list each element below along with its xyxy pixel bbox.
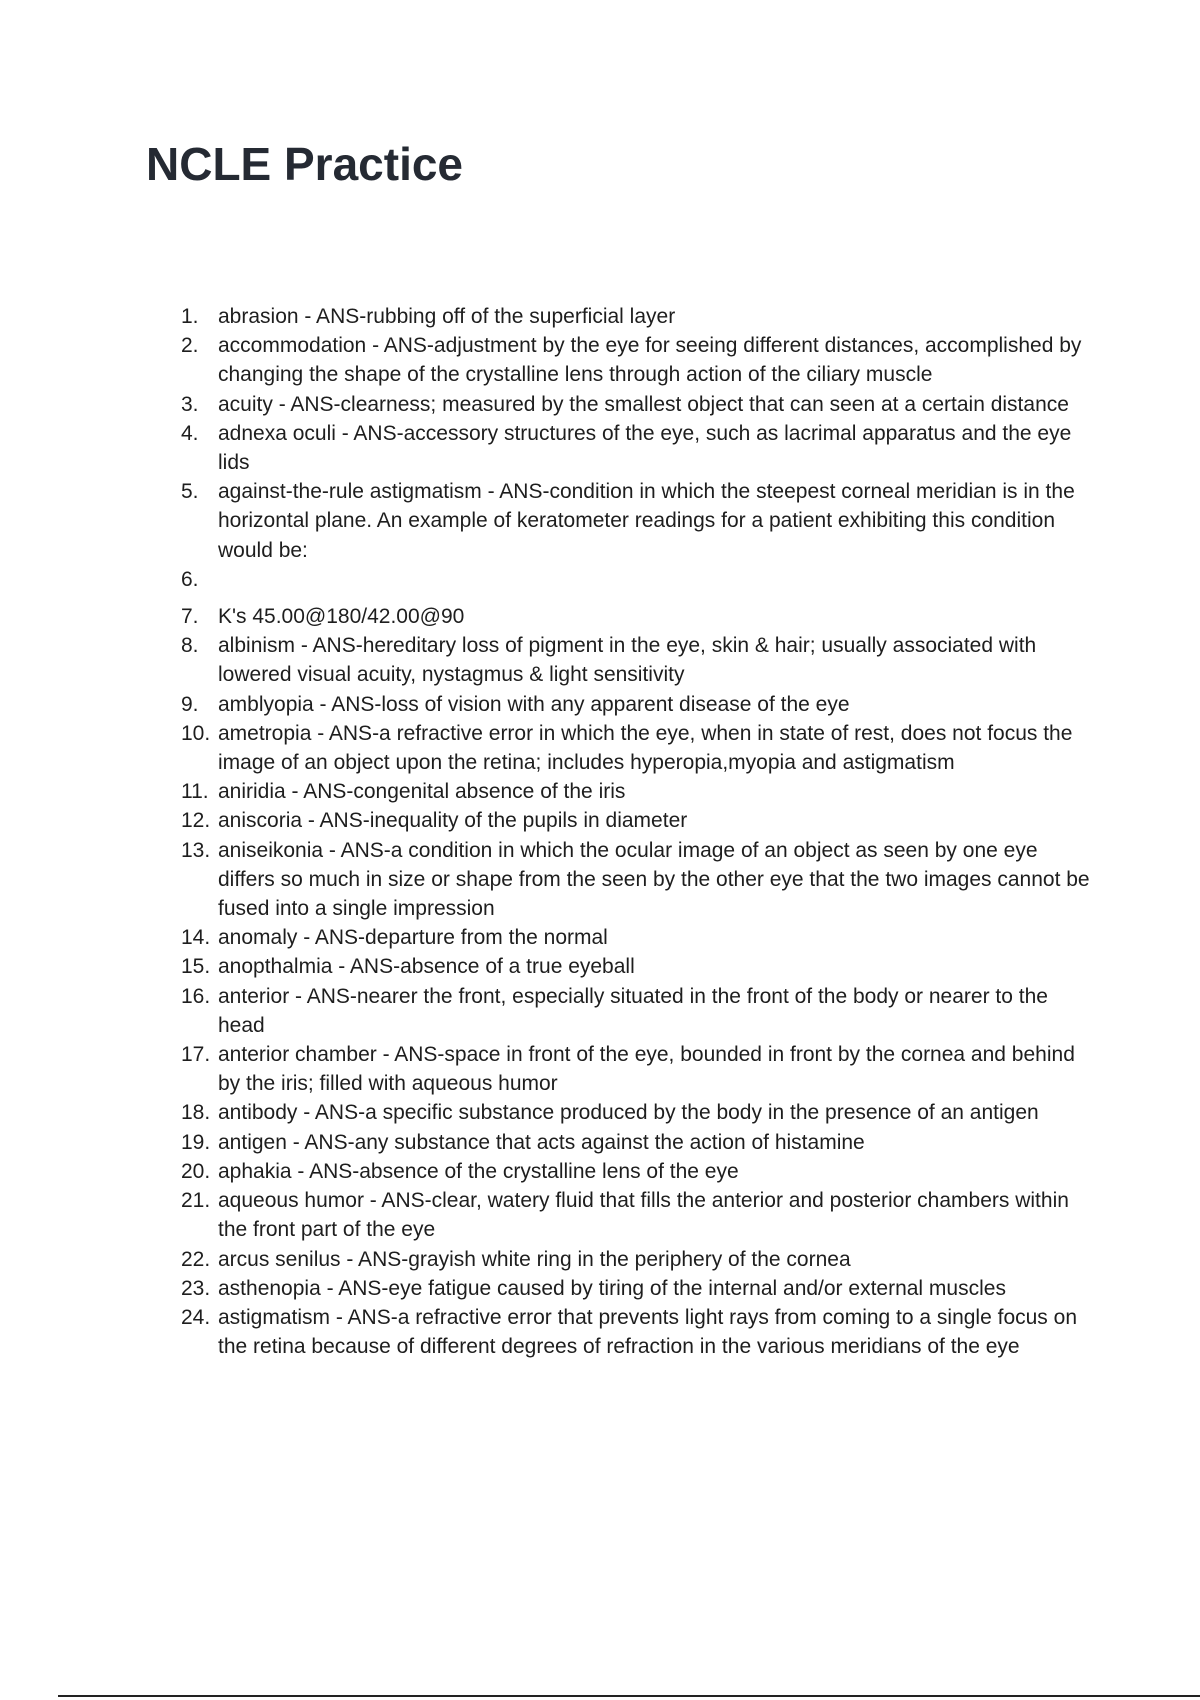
list-item: [181, 602, 1091, 631]
item-number: 4.: [181, 421, 199, 445]
item-number: 24.: [181, 1305, 211, 1329]
item-text: aniseikonia - ANS-a condition in which the ocular image of an object as seen by one eye differs so much in size or shape from the seen by the other eye that the two images cannot be fused into a single impression: [218, 838, 1090, 921]
item-number: 20.: [181, 1159, 211, 1183]
item-text: against-the-rule astigmatism - ANS-condition in which the steepest corneal meridian is in the horizontal plane. An example of keratometer readings for a patient exhibiting this condition would be:: [218, 480, 1075, 562]
list-item-empty: [181, 565, 1091, 602]
list-item: [181, 836, 1091, 924]
list-item: [181, 302, 1091, 331]
list-item: [181, 777, 1091, 806]
list-item: [181, 806, 1091, 835]
item-number: 17.: [181, 1043, 211, 1067]
item-number: 19.: [181, 1130, 211, 1154]
list-item: [181, 952, 1091, 981]
item-number: 7.: [181, 605, 199, 629]
list-item: [181, 1098, 1091, 1127]
item-number: 1.: [181, 305, 199, 328]
item-number: 21.: [181, 1189, 211, 1213]
list-item: [181, 477, 1091, 565]
item-text: anopthalmia - ANS-absence of a true eyeball: [218, 955, 635, 979]
list-item: [181, 1303, 1091, 1361]
item-text: amblyopia - ANS-loss of vision with any apparent disease of the eye: [218, 692, 850, 716]
item-text: anomaly - ANS-departure from the normal: [218, 926, 608, 950]
item-number: 18.: [181, 1101, 211, 1125]
item-number: 12.: [181, 809, 211, 833]
list-item: [181, 1040, 1091, 1098]
item-number: 3.: [181, 392, 199, 416]
item-text: albinism - ANS-hereditary loss of pigment in the eye, skin & hair; usually associated with lowered visual acuity, nystagmus & light sensitivity: [218, 634, 1037, 687]
list-item: [181, 1157, 1091, 1186]
list-item: [181, 719, 1091, 777]
item-number: 6.: [181, 567, 199, 591]
item-number: 11.: [181, 780, 209, 804]
list-item: [181, 331, 1091, 389]
item-number: 2.: [181, 334, 199, 358]
list-item: [181, 1186, 1091, 1244]
item-number: 10.: [181, 721, 211, 745]
item-text: asthenopia - ANS-eye fatigue caused by tiring of the internal and/or external muscles: [218, 1276, 1006, 1300]
list-item: [181, 1128, 1091, 1157]
item-text: accommodation - ANS-adjustment by the eye for seeing different distances, accomplished by changing the shape of the crystalline lens through action of the ciliary muscle: [218, 334, 1082, 387]
item-text: astigmatism - ANS-a refractive error that prevents light rays from coming to a single focus on the retina because of different degrees of refraction in the various meridians of the eye: [218, 1305, 1078, 1359]
list-item: [181, 390, 1091, 419]
list-item: [181, 1274, 1091, 1303]
footer-divider: [58, 1695, 1200, 1697]
item-text: K's 45.00@180/42.00@90: [218, 605, 465, 629]
list-item: [181, 982, 1091, 1040]
item-number: 15.: [181, 955, 211, 979]
list-item: [181, 923, 1091, 952]
item-text: adnexa oculi - ANS-accessory structures of the eye, such as lacrimal apparatus and the eye lids: [218, 421, 1072, 475]
item-text: aniridia - ANS-congenital absence of the iris: [218, 780, 626, 804]
item-number: 14.: [181, 926, 211, 950]
item-number: 8.: [181, 634, 199, 658]
item-text: antigen - ANS-any substance that acts against the action of histamine: [218, 1130, 865, 1154]
item-text: abrasion - ANS-rubbing off of the superficial layer: [218, 305, 676, 328]
list-item: [181, 631, 1091, 689]
list-item: [181, 690, 1091, 719]
item-text: acuity - ANS-clearness; measured by the smallest object that can seen at a certain distance: [218, 392, 1069, 416]
item-text: aphakia - ANS-absence of the crystalline lens of the eye: [218, 1159, 739, 1183]
page-title: NCLE Practice: [146, 138, 464, 190]
item-text: aniscoria - ANS-inequality of the pupils in diameter: [218, 809, 688, 833]
list-item: [181, 419, 1091, 477]
item-text: anterior chamber - ANS-space in front of the eye, bounded in front by the cornea and behind by the iris; filled with aqueous humor: [218, 1043, 1075, 1096]
item-number: 23.: [181, 1276, 211, 1300]
item-text: anterior - ANS-nearer the front, especially situated in the front of the body or nearer to the head: [218, 984, 1048, 1037]
item-number: 9.: [181, 692, 199, 716]
item-text: aqueous humor - ANS-clear, watery fluid that fills the anterior and posterior chambers within the front part of the eye: [218, 1189, 1069, 1242]
item-text: arcus senilus - ANS-grayish white ring in the periphery of the cornea: [218, 1247, 851, 1271]
item-number: 22.: [181, 1247, 211, 1271]
item-number: 16.: [181, 984, 211, 1008]
item-number: 5.: [181, 480, 199, 504]
item-number: 13.: [181, 838, 211, 862]
item-text: ametropia - ANS-a refractive error in which the eye, when in state of rest, does not focus the image of an object upon the retina; includes hyperopia,myopia and astigmatism: [218, 721, 1073, 775]
list-item: [181, 1245, 1091, 1274]
term-list: [181, 302, 1091, 1361]
item-text: antibody - ANS-a specific substance produced by the body in the presence of an antigen: [218, 1101, 1039, 1125]
